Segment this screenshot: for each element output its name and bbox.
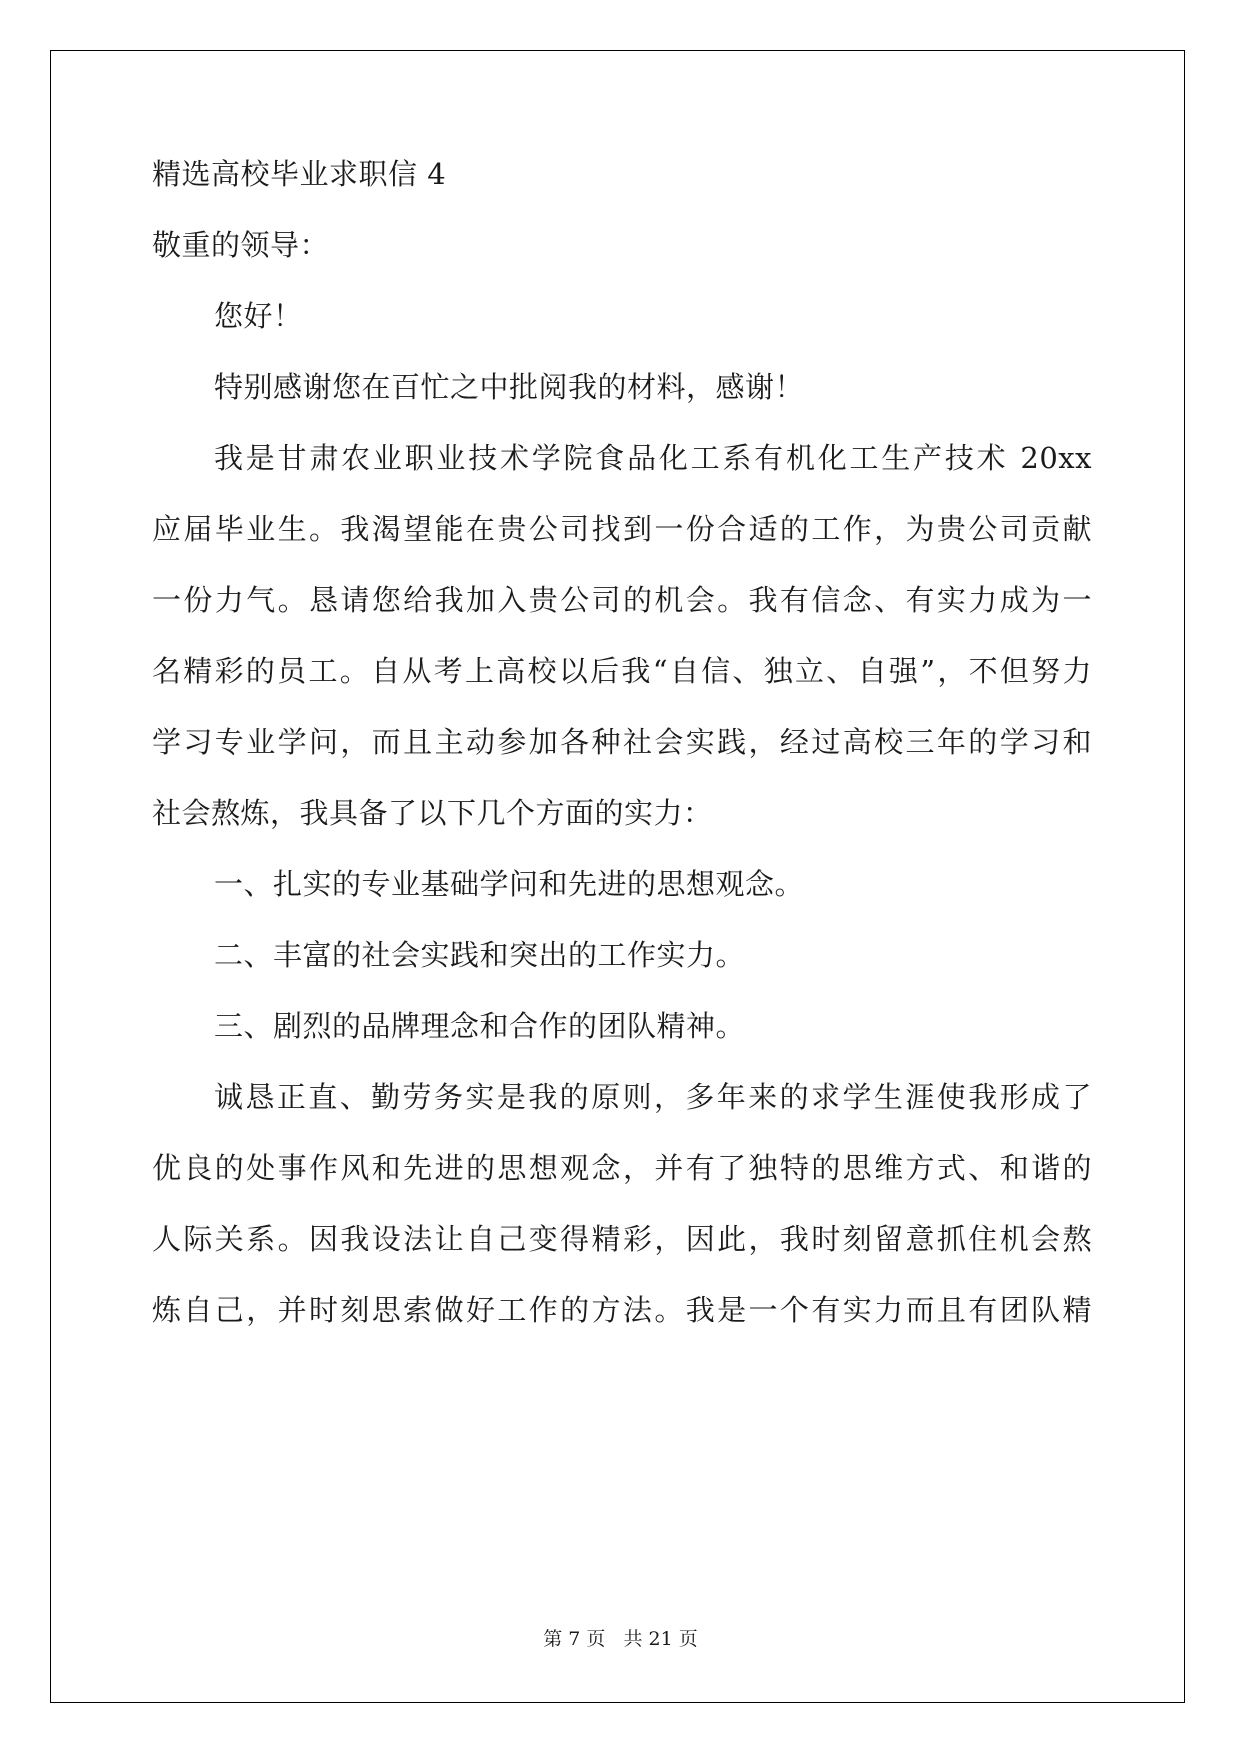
list-item: 一、扎实的专业基础学问和先进的思想观念。 <box>214 867 805 901</box>
paragraph-line: 炼自己，并时刻思索做好工作的方法。我是一个有实力而且有团队精 <box>152 1293 1092 1327</box>
paragraph-line: 名精彩的员工。自从考上高校以后我“自信、独立、自强”，不但努力 <box>152 654 1092 688</box>
document-title: 精选高校毕业求职信 4 <box>152 157 447 191</box>
paragraph-line: 我是甘肃农业职业技术学院食品化工系有机化工生产技术 20xx <box>214 441 1092 475</box>
paragraph-line: 社会熬炼，我具备了以下几个方面的实力： <box>152 796 713 830</box>
paragraph-line: 优良的处事作风和先进的思想观念，并有了独特的思维方式、和谐的 <box>152 1151 1092 1185</box>
thanks-line: 特别感谢您在百忙之中批阅我的材料，感谢！ <box>214 370 805 404</box>
paragraph-line: 学习专业学问，而且主动参加各种社会实践，经过高校三年的学习和 <box>152 725 1092 759</box>
page-number: 第 7 页 <box>543 1628 606 1650</box>
paragraph-line: 诚恳正直、勤劳务实是我的原则，多年来的求学生涯使我形成了 <box>214 1080 1092 1114</box>
paragraph-line: 应届毕业生。我渴望能在贵公司找到一份合适的工作，为贵公司贡献 <box>152 512 1092 546</box>
page-footer <box>0 1627 1241 1651</box>
salutation: 敬重的领导： <box>152 228 330 262</box>
list-item: 二、丰富的社会实践和突出的工作实力。 <box>214 938 746 972</box>
list-item: 三、剧烈的品牌理念和合作的团队精神。 <box>214 1009 746 1043</box>
paragraph-line: 人际关系。因我设法让自己变得精彩，因此，我时刻留意抓住机会熬 <box>152 1222 1092 1256</box>
paragraph-line: 一份力气。恳请您给我加入贵公司的机会。我有信念、有实力成为一 <box>152 583 1092 617</box>
page-total: 共 21 页 <box>623 1628 698 1650</box>
greeting: 您好！ <box>214 299 303 333</box>
